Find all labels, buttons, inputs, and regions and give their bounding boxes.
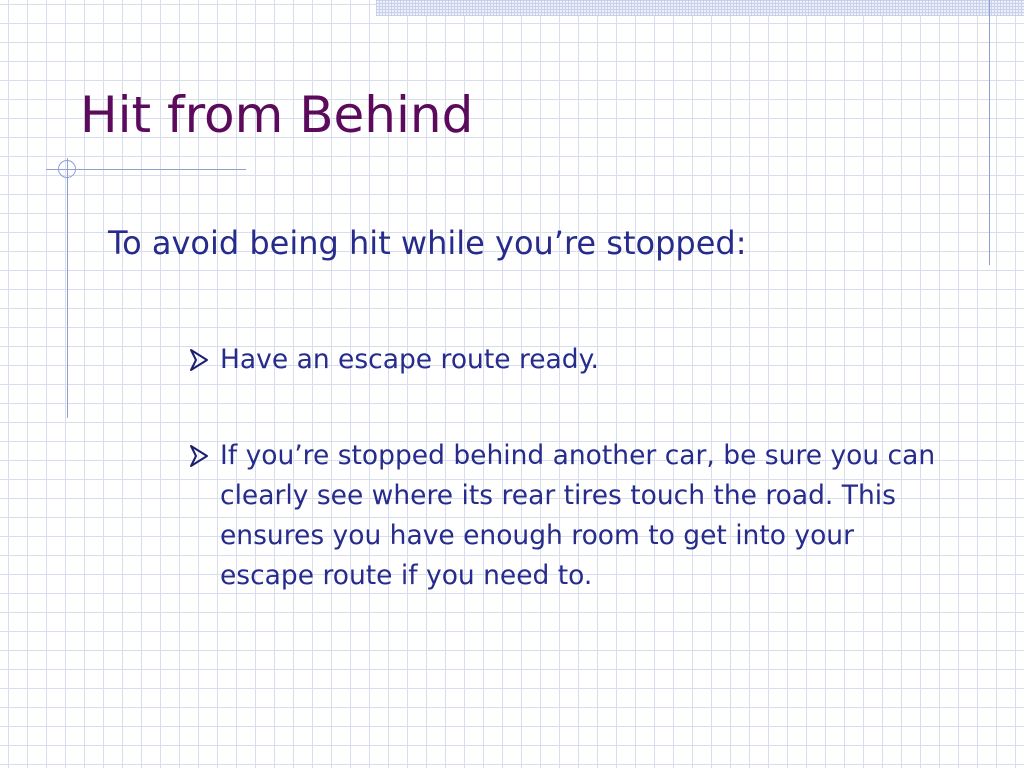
list-item bbox=[184, 436, 944, 596]
arrow-bullet-icon bbox=[184, 436, 214, 476]
title-underline-rule bbox=[46, 169, 246, 170]
top-decorative-band bbox=[376, 0, 1024, 16]
bullet-text: If you’re stopped behind another car, be sure you can clearly see where its rear tires touch the road. This ensures you have enough room to get into your escape route if you need to. bbox=[220, 440, 936, 591]
slide-subtitle: To avoid being hit while you’re stopped: bbox=[108, 224, 747, 262]
arrow-bullet-icon bbox=[184, 340, 214, 380]
right-vertical-rule bbox=[989, 0, 990, 265]
list-item bbox=[184, 340, 944, 380]
slide-title: Hit from Behind bbox=[80, 86, 474, 144]
bullet-list bbox=[184, 340, 944, 596]
left-vertical-rule bbox=[67, 158, 68, 418]
rule-intersection-ring bbox=[58, 160, 76, 178]
bullet-text: Have an escape route ready. bbox=[220, 344, 599, 375]
